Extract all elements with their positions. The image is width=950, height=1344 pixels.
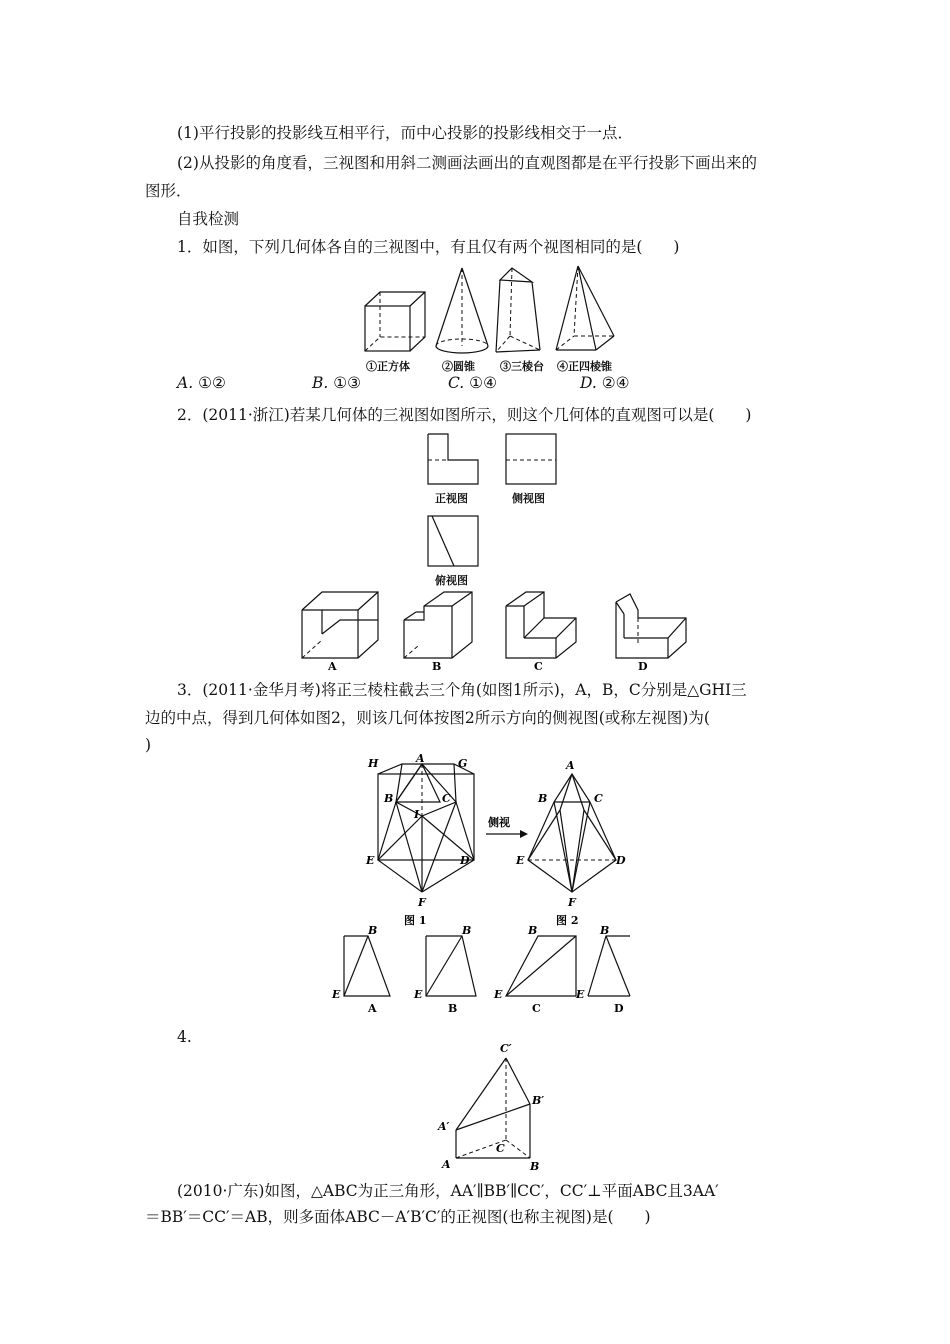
q3-choices	[330, 926, 630, 1016]
q2-choice-a-label: A	[328, 660, 337, 673]
q1-caption-cone: ②圆锥	[442, 360, 475, 373]
q3-figures	[360, 752, 660, 930]
intro-paragraph-2a: (2)从投影的角度看，三视图和用斜二测画法画出的直观图都是在平行投影下画出来的	[177, 154, 757, 172]
frustum-figure	[496, 268, 540, 352]
label-g: G	[458, 757, 468, 770]
intro-paragraph-1: (1)平行投影的投影线互相平行，而中心投影的投影线相交于一点．	[177, 124, 633, 142]
label-f1: F	[418, 896, 426, 909]
label-f2: F	[568, 896, 576, 909]
q4-figure	[436, 1042, 576, 1178]
q2-choice-c-label: C	[534, 660, 543, 673]
label-b-prime: B′	[532, 1094, 545, 1107]
q3-choice-c-figure	[506, 936, 576, 996]
side-view	[506, 434, 556, 484]
cone-figure	[436, 268, 488, 353]
q2-choice-d-label: D	[638, 660, 648, 673]
intro-paragraph-2b: 图形．	[145, 182, 192, 200]
q1-option-d[interactable]: D. ②④	[580, 374, 630, 392]
label-b: B	[530, 1160, 540, 1173]
q3-figure-1	[378, 764, 474, 892]
q3-choice-d-label: D	[614, 1002, 624, 1015]
q2-choice-b-figure	[404, 592, 472, 658]
label-b2: B	[538, 792, 548, 805]
q1-option-c[interactable]: C. ①④	[448, 374, 497, 392]
label-d1: D	[460, 854, 470, 867]
label-h: H	[368, 757, 379, 770]
q4-number: 4.	[177, 1028, 192, 1046]
q1-caption-cube: ①正方体	[366, 360, 410, 373]
q2-stem: 2．(2011·浙江)若某几何体的三视图如图所示，则这个几何体的直观图可以是( )	[177, 406, 752, 424]
q3-choice-b-point-b: B	[462, 924, 472, 937]
q3-stem-a: 3．(2011·金华月考)将正三棱柱截去三个角(如图1所示)，A，B，C分别是△GHI三	[177, 681, 747, 699]
label-b1: B	[384, 792, 394, 805]
q3-fig1-caption: 图 1	[404, 914, 427, 927]
q1-caption-pyramid: ④正四棱锥	[557, 360, 612, 373]
q3-choice-a-point-e: E	[332, 988, 341, 1001]
q3-choice-b-point-e: E	[414, 988, 423, 1001]
label-a: A	[442, 1158, 451, 1171]
q3-arrow-label: 侧视	[488, 816, 510, 829]
q3-fig2-caption: 图 2	[556, 914, 579, 927]
q3-stem-b: 边的中点，得到几何体如图2，则该几何体按图2所示方向的侧视图(或称左视图)为(	[145, 709, 710, 727]
q4-stem-b: ＝BB′＝CC′＝AB，则多面体ABC－A′B′C′的正视图(也称主视图)是( )	[145, 1208, 651, 1226]
q2-side-caption: 侧视图	[512, 492, 545, 505]
label-a-prime: A′	[438, 1120, 450, 1133]
q2-choice-d-figure	[616, 594, 686, 658]
q2-choices	[300, 590, 700, 673]
q2-top-caption: 俯视图	[435, 574, 468, 587]
q2-three-views	[426, 432, 566, 592]
q2-choice-a-figure	[302, 592, 378, 658]
cube-figure	[365, 292, 425, 351]
q4-stem-a: (2010·广东)如图，△ABC为正三角形，AA′∥BB′∥CC′，CC′⊥平面ABC且3AA′	[177, 1182, 719, 1200]
label-c2: C	[594, 792, 603, 805]
label-c1: C	[442, 792, 451, 805]
label-a1: A	[416, 752, 425, 765]
q1-caption-frustum: ③三棱台	[500, 360, 544, 373]
q3-choice-b-figure	[426, 936, 476, 996]
q3-choice-c-point-e: E	[494, 988, 503, 1001]
label-c-prime: C′	[500, 1042, 512, 1055]
label-e2: E	[516, 854, 525, 867]
square-pyramid-figure	[556, 266, 614, 350]
q3-side-view-arrow	[486, 830, 528, 838]
q3-choice-c-label: C	[532, 1002, 541, 1015]
q2-choice-c-figure	[506, 592, 576, 658]
q3-choice-d-figure	[588, 936, 630, 996]
top-view	[428, 516, 478, 566]
section-heading: 自我检测	[177, 210, 240, 228]
label-e1: E	[366, 854, 375, 867]
label-i: I	[414, 808, 420, 821]
q2-choice-b-label: B	[432, 660, 442, 673]
q3-choice-b-label: B	[448, 1002, 458, 1015]
q3-choice-a-figure	[344, 936, 390, 996]
q1-option-a[interactable]: A. ①②	[177, 374, 226, 392]
front-view	[428, 434, 478, 484]
q3-choice-d-point-b: B	[600, 924, 610, 937]
q3-choice-a-label: A	[368, 1002, 377, 1015]
q3-choice-a-point-b: B	[368, 924, 378, 937]
q1-stem: 1．如图，下列几何体各自的三视图中，有且仅有两个视图相同的是( )	[177, 238, 680, 256]
label-d2: D	[616, 854, 626, 867]
label-a2: A	[566, 759, 575, 772]
q3-choice-d-point-e: E	[576, 988, 585, 1001]
q1-option-b[interactable]: B. ①③	[312, 374, 362, 392]
q2-front-caption: 正视图	[435, 492, 468, 505]
label-c: C	[496, 1142, 505, 1155]
q3-stem-c: )	[145, 736, 152, 754]
q3-choice-c-point-b: B	[528, 924, 538, 937]
